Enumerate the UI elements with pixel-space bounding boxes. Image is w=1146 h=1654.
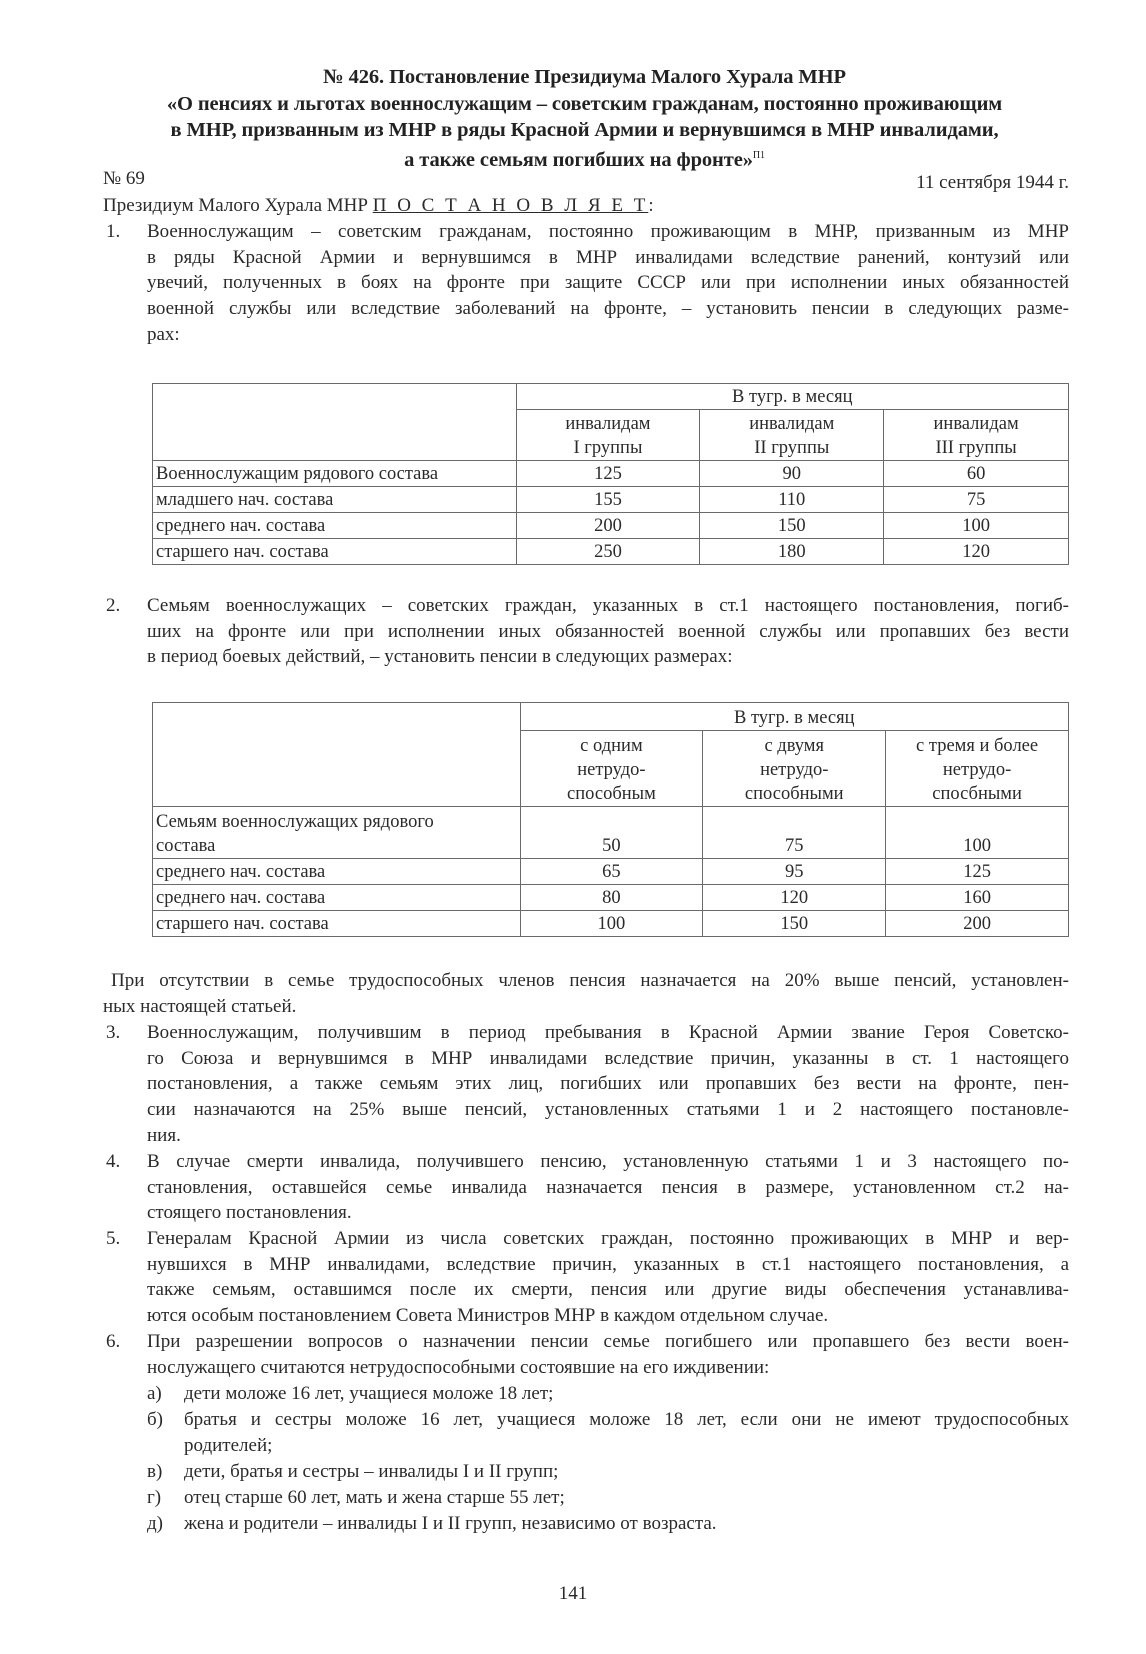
subitem-text <box>184 1511 1069 1537</box>
article-5-line: также семьям, оставшимся после их смерти, пенсия или другие виды обеспечения устанавлива- <box>147 1279 1069 1301</box>
column-header-line: с одним <box>580 736 643 756</box>
article-3-line: Военнослужащим, получившим в период пребывания в Красной Армии звание Героя Советско- <box>147 1022 1069 1043</box>
article-1-line: военной службы или вследствие заболеваний на фронте, – установить пенсии в следующих разме- <box>147 298 1069 320</box>
row-label: Военнослужащим рядового состава <box>153 461 517 487</box>
table-cell: 120 <box>884 539 1069 565</box>
article-1-number: 1. <box>106 221 121 242</box>
subitem-marker: г) <box>147 1487 162 1508</box>
subitem-line: родителей; <box>184 1434 273 1456</box>
table-row <box>153 487 1069 513</box>
table-row <box>153 911 1069 937</box>
document-title-line-4 <box>100 143 1069 173</box>
article-3-line: го Союза и вернувшимся в МНР инвалидами вследствие причин, указанны в ст. 1 настоящего <box>147 1047 1069 1069</box>
column-header-line: спосбными <box>932 784 1022 804</box>
table-group-header: В тугр. в месяц <box>516 384 1068 410</box>
subitem-line: отец старше 60 лет, мать и жена старше 55 лет; <box>184 1487 565 1508</box>
table-row <box>153 807 1069 859</box>
subitem-marker: б) <box>147 1409 163 1430</box>
table-cell: 100 <box>886 807 1069 859</box>
table-cell: 160 <box>886 885 1069 911</box>
article-5-line: ются особым постановлением Совета Министров МНР в каждом отдельном случае. <box>147 1305 829 1327</box>
table-header-row <box>153 703 1069 731</box>
column-header-line: I группы <box>573 438 643 458</box>
column-header-line: III группы <box>935 438 1017 458</box>
document-title-line-2: «О пенсиях и льготах военнослужащим – советским гражданам, постоянно проживающим <box>166 93 1003 115</box>
table-cell: 65 <box>520 859 703 885</box>
row-label: старшего нач. состава <box>153 539 517 565</box>
row-label-line: Семьям военнослужащих рядового <box>156 812 434 832</box>
table-cell: 110 <box>700 487 884 513</box>
document-date: 11 сентября 1944 г. <box>916 172 1069 193</box>
table-column-header <box>700 410 884 461</box>
table-cell: 80 <box>520 885 703 911</box>
column-header-line: способным <box>567 784 656 804</box>
column-header-line: с тремя и более <box>916 736 1039 756</box>
subitem-line: жена и родители – инвалиды I и II групп, независимо от возраста. <box>184 1513 717 1534</box>
table-corner-cell <box>153 384 517 461</box>
article-2-line: в период боевых действий, – установить пенсии в следующих размерах: <box>147 646 733 668</box>
table-corner-cell <box>153 703 521 807</box>
row-label-line: состава <box>156 836 216 856</box>
document-title-line-4-text: а также семьям погибших на фронте» <box>404 149 753 171</box>
article-3-line: постановления, а также семьям этих лиц, погибших или пропавших без вести на фронте, пен- <box>147 1073 1069 1095</box>
table-row <box>153 859 1069 885</box>
subitem-marker: д) <box>147 1513 163 1534</box>
table-column-header <box>886 731 1069 807</box>
table-header-row <box>153 384 1069 410</box>
article-1-line: в ряды Красной Армии и вернувшимся в МНР инвалидами вследствие ранений, контузий или <box>147 246 1069 268</box>
row-label: старшего нач. состава <box>153 911 521 937</box>
article-2-number: 2. <box>106 595 121 616</box>
table-cell: 120 <box>703 885 886 911</box>
article-5-line: Генералам Красной Армии из числа советских граждан, постоянно проживающих в МНР и вер- <box>147 1228 1069 1249</box>
table-column-header <box>703 731 886 807</box>
table-cell: 60 <box>884 461 1069 487</box>
row-label: среднего нач. состава <box>153 859 521 885</box>
article-3-text <box>147 1020 1069 1148</box>
table-cell: 150 <box>700 513 884 539</box>
table-cell: 125 <box>886 859 1069 885</box>
document-number: № 69 <box>103 168 145 189</box>
article-3-number: 3. <box>106 1022 121 1043</box>
subitem-text <box>184 1407 1069 1458</box>
table-row <box>153 885 1069 911</box>
table-cell: 180 <box>700 539 884 565</box>
article-2-line: ших на фронте или при исполнении иных обязанностей военной службы или пропавших без вести <box>147 620 1069 642</box>
article-4-line: стоящего постановления. <box>147 1202 352 1224</box>
table-row <box>153 461 1069 487</box>
preamble <box>103 193 654 219</box>
table-cell: 90 <box>700 461 884 487</box>
table-cell: 50 <box>520 807 703 859</box>
table-cell: 100 <box>884 513 1069 539</box>
article-6-number: 6. <box>106 1331 121 1352</box>
subitem-line: братья и сестры моложе 16 лет, учащиеся моложе 18 лет, если они не имеют трудоспособных <box>184 1409 1069 1430</box>
article-6-text <box>147 1329 1069 1380</box>
table-cell: 95 <box>703 859 886 885</box>
note-text <box>103 968 1069 1019</box>
column-header-line: с двумя <box>764 736 825 756</box>
row-label: среднего нач. состава <box>153 513 517 539</box>
table-cell: 125 <box>516 461 700 487</box>
table-cell: 250 <box>516 539 700 565</box>
note-line: При отсутствии в семье трудоспособных членов пенсия назначается на 20% выше пенсий, установлен- <box>111 970 1069 991</box>
pension-table-families <box>152 702 1069 937</box>
preamble-suffix: : <box>648 195 654 216</box>
subitem-line: дети, братья и сестры – инвалиды I и II групп; <box>184 1461 559 1482</box>
table-column-header <box>516 410 700 461</box>
document-title-line-3: в МНР, призванным из МНР в ряды Красной Армии и вернувшимся в МНР инвалидами, <box>170 119 999 141</box>
article-4-text <box>147 1149 1069 1226</box>
preamble-prefix: Президиум Малого Хурала МНР <box>103 195 373 216</box>
article-5-number: 5. <box>106 1228 121 1249</box>
row-label: среднего нач. состава <box>153 885 521 911</box>
column-header-line: II группы <box>754 438 830 458</box>
row-label: младшего нач. состава <box>153 487 517 513</box>
table-cell: 200 <box>516 513 700 539</box>
subitem-marker: а) <box>147 1383 162 1404</box>
article-2-line: Семьям военнослужащих – советских граждан, указанных в ст.1 настоящего постановления, погиб- <box>147 595 1069 616</box>
page-number: 141 <box>558 1583 588 1604</box>
subitem-text <box>184 1485 1069 1511</box>
article-6-line: При разрешении вопросов о назначении пенсии семье погибшего или пропавшего без вести воен- <box>147 1331 1069 1352</box>
note-line: ных настоящей статьей. <box>103 995 297 1017</box>
table-cell: 150 <box>703 911 886 937</box>
document-title-line-1: № 426. Постановление Президиума Малого Хурала МНР <box>323 66 846 88</box>
subitem-text <box>184 1459 1069 1485</box>
article-3-line: сии назначаются на 25% выше пенсий, установленных статьями 1 и 2 настоящего постановле- <box>147 1099 1069 1121</box>
column-header-line: инвалидам <box>933 414 1019 434</box>
article-1-text <box>147 219 1069 347</box>
column-header-line: нетрудо- <box>577 760 646 780</box>
article-3-line: ния. <box>147 1124 181 1146</box>
table-cell: 155 <box>516 487 700 513</box>
article-5-line: нувшихся в МНР инвалидами, вследствие причин, указанных в ст.1 настоящего постановления, а <box>147 1253 1069 1275</box>
row-label <box>153 807 521 859</box>
article-1-line: Военнослужащим – советским гражданам, постоянно проживающим в МНР, призванным из МНР <box>147 221 1069 242</box>
table-cell: 75 <box>884 487 1069 513</box>
table-column-header <box>520 731 703 807</box>
column-header-line: инвалидам <box>565 414 651 434</box>
subitem-text <box>184 1381 1069 1407</box>
article-4-number: 4. <box>106 1151 121 1172</box>
column-header-line: инвалидам <box>749 414 835 434</box>
article-2-text <box>147 593 1069 670</box>
column-header-line: способными <box>744 784 844 804</box>
subitem-marker: в) <box>147 1461 163 1482</box>
article-1-line: рах: <box>147 323 180 345</box>
title-footnote-marker: П1 <box>752 150 765 161</box>
preamble-decree: П О С Т А Н О В Л Я Е Т <box>372 195 649 216</box>
table-row <box>153 539 1069 565</box>
table-cell: 100 <box>520 911 703 937</box>
article-1-line: увечий, полученных в боях на фронте при защите СССР или при исполнении иных обязанностей <box>147 272 1069 294</box>
table-row <box>153 513 1069 539</box>
table-cell: 75 <box>703 807 886 859</box>
column-header-line: нетрудо- <box>760 760 829 780</box>
subitem-line: дети моложе 16 лет, учащиеся моложе 18 лет; <box>184 1383 554 1404</box>
article-4-line: В случае смерти инвалида, получившего пенсию, установленную статьями 1 и 3 настоящего по- <box>147 1151 1069 1172</box>
table-cell: 200 <box>886 911 1069 937</box>
column-header-line: нетрудо- <box>942 760 1012 780</box>
article-4-line: становления, оставшейся семье инвалида назначается пенсия в размере, установленном ст.2 на- <box>147 1176 1069 1198</box>
table-group-header: В тугр. в месяц <box>520 703 1068 731</box>
pension-table-invalids <box>152 383 1069 565</box>
article-6-line: нослужащего считаются нетрудоспособными состоявшие на его иждивении: <box>147 1356 770 1378</box>
article-5-text <box>147 1226 1069 1329</box>
table-column-header <box>884 410 1069 461</box>
